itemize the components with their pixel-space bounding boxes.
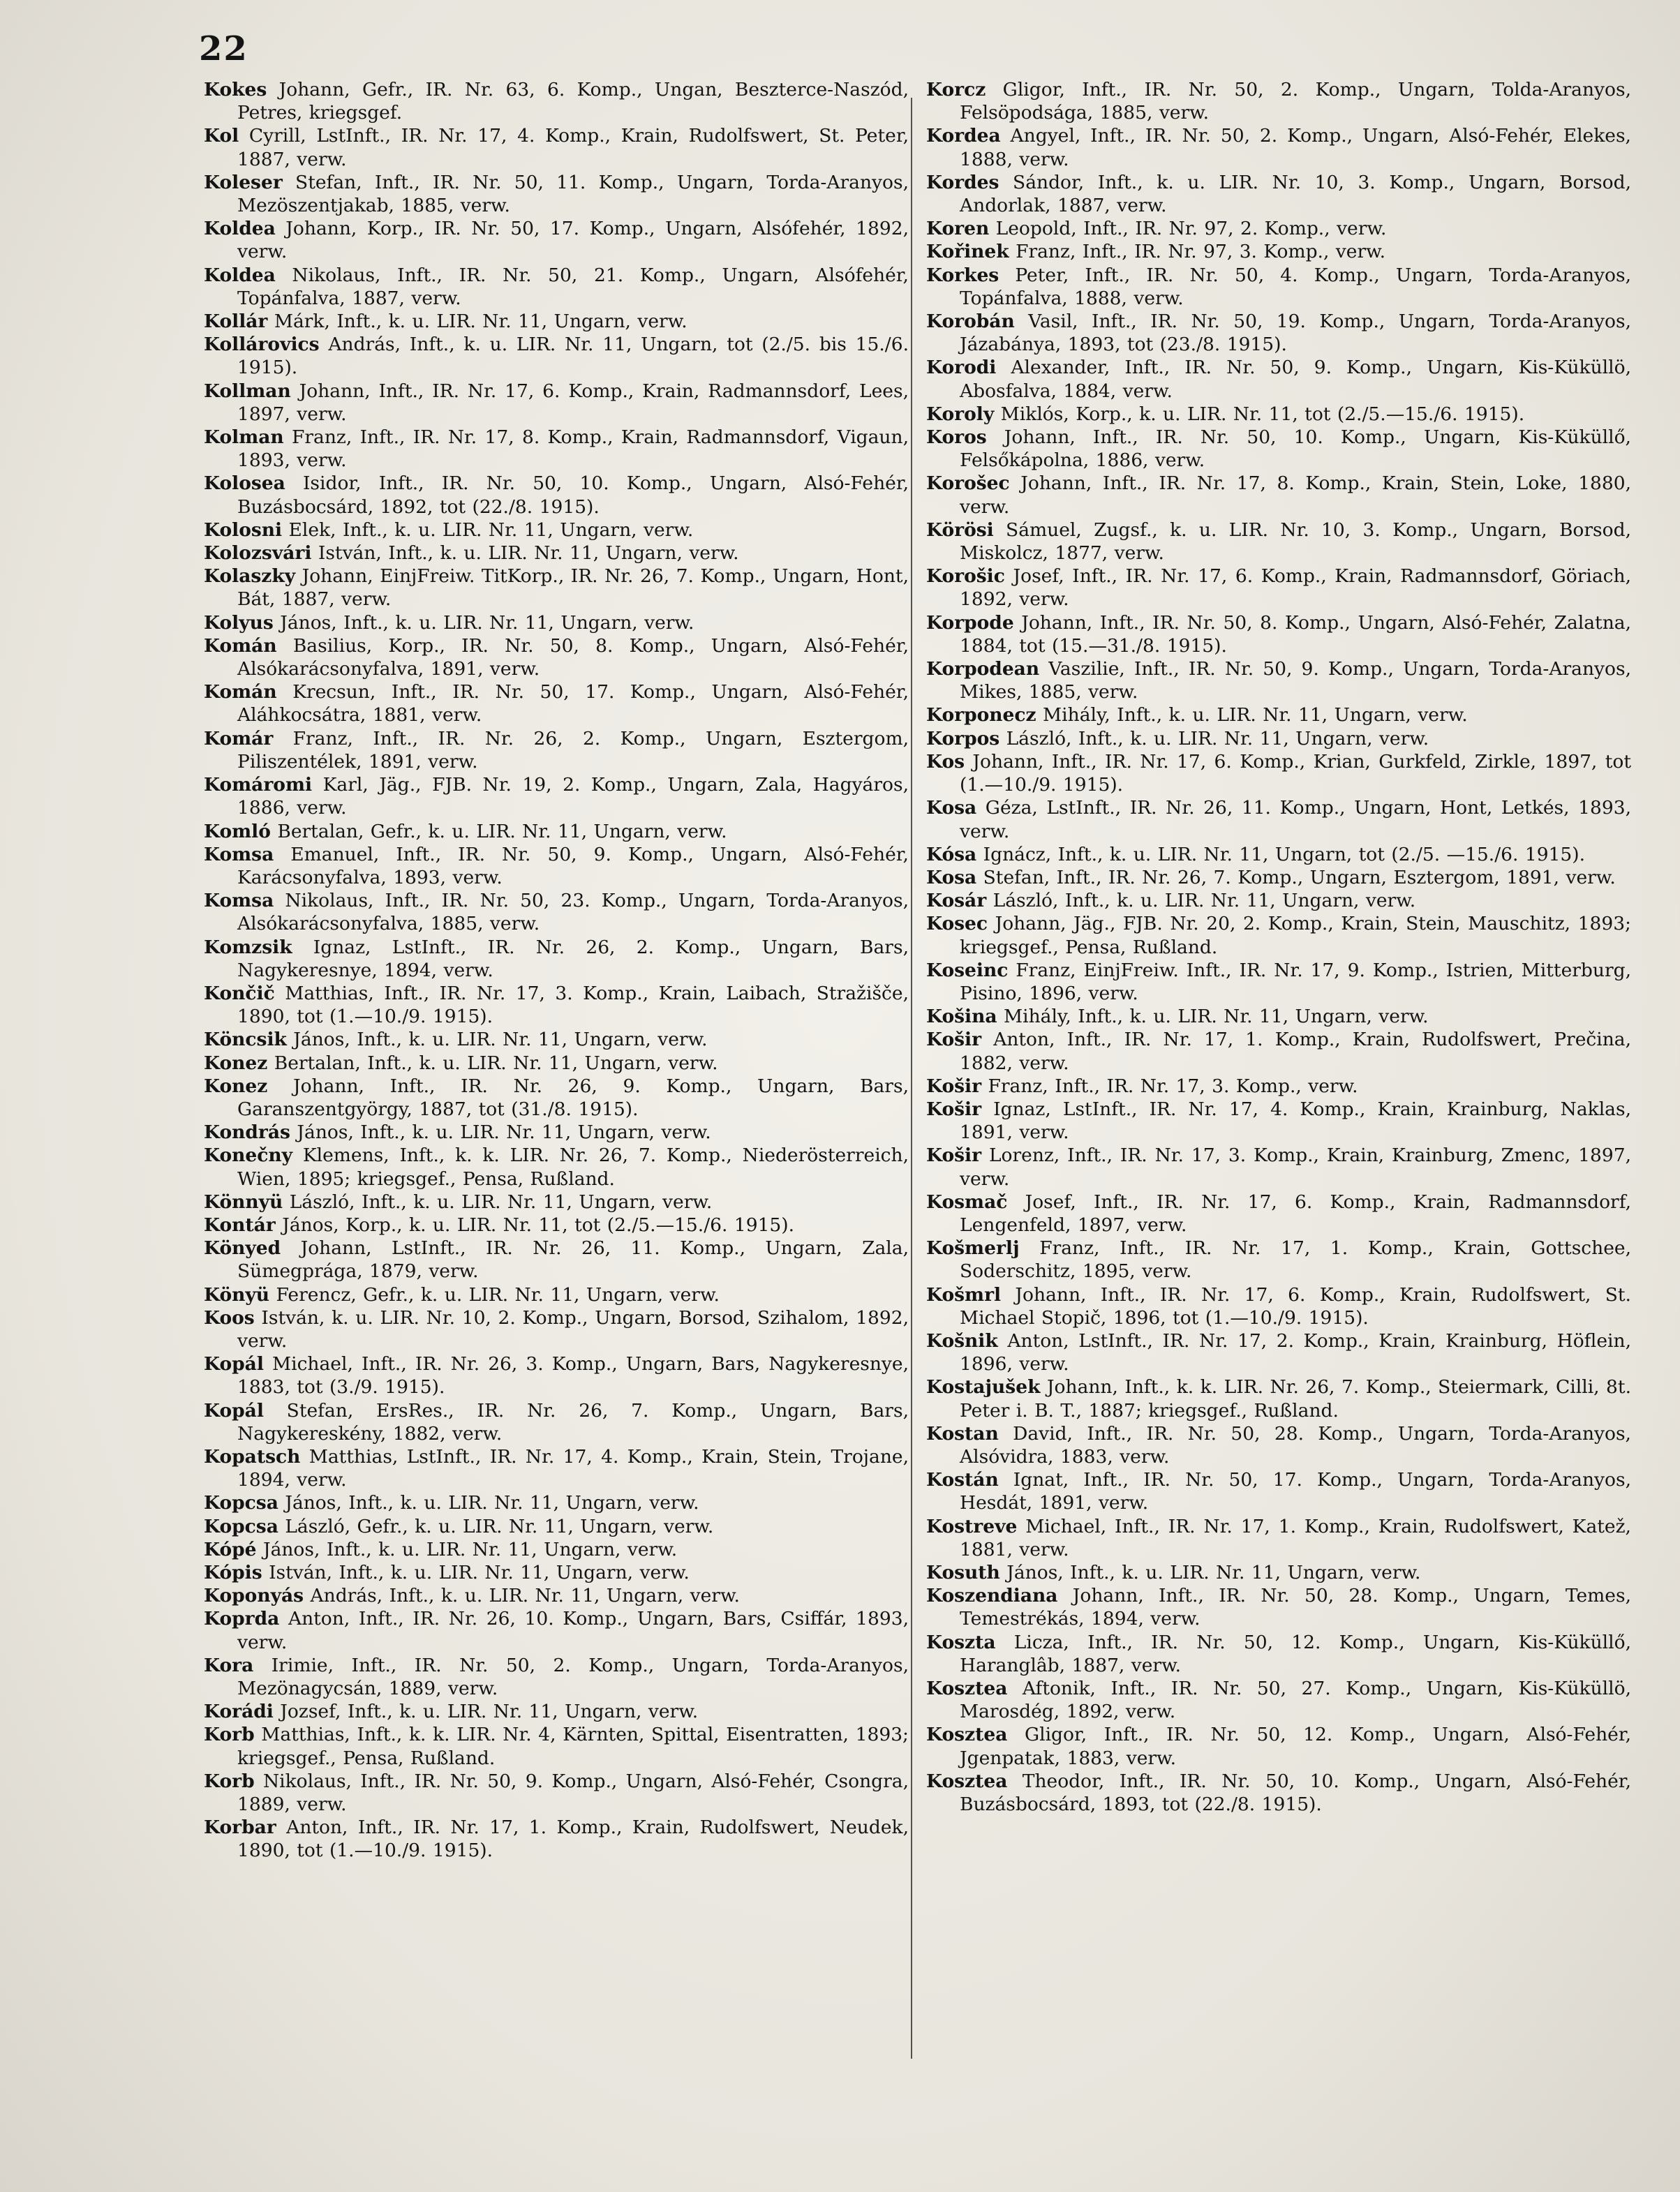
entry-surname: Kollman — [204, 380, 291, 402]
entry-details: János, Inft., k. u. LIR. Nr. 11, Ungarn, verw. — [278, 1492, 699, 1514]
entry-surname: Koos — [204, 1306, 255, 1329]
entry-details: Michael, Inft., IR. Nr. 17, 1. Komp., Krain, Rudolfswert, Katež, 1881, verw. — [960, 1515, 1631, 1560]
list-entry — [926, 1422, 1631, 1468]
entry-surname: Kosár — [926, 890, 987, 912]
entry-details: Ignat, Inft., IR. Nr. 50, 17. Komp., Ungarn, Torda-Aranyos, Hesdát, 1891, verw. — [960, 1469, 1631, 1514]
entry-details: Johann, Gefr., IR. Nr. 63, 6. Komp., Ungan, Beszterce-Naszód, Petres, kriegsgef. — [237, 79, 909, 124]
list-entry — [926, 240, 1631, 263]
list-entry — [926, 657, 1631, 703]
entry-details: Matthias, Inft., k. k. LIR. Nr. 4, Kärnten, Spittal, Eisentratten, 1893; kriegsgef., Pensa, Rußland. — [237, 1724, 909, 1769]
entry-details: Franz, Inft., IR. Nr. 97, 3. Komp., verw. — [1009, 241, 1386, 263]
entry-details: László, Inft., k. u. LIR. Nr. 11, Ungarn, verw. — [283, 1191, 713, 1213]
entry-surname: Kondrás — [204, 1121, 290, 1144]
list-entry — [926, 611, 1631, 657]
list-entry — [926, 1028, 1631, 1074]
entry-details: Mihály, Inft., k. u. LIR. Nr. 11, Ungarn, verw. — [997, 1006, 1429, 1028]
list-entry — [204, 1491, 909, 1514]
entry-details: János, Inft., k. u. LIR. Nr. 11, Ungarn, verw. — [290, 1121, 711, 1144]
list-entry — [204, 680, 909, 726]
entry-details: Elek, Inft., k. u. LIR. Nr. 11, Ungarn, verw. — [282, 519, 694, 541]
list-entry — [926, 1677, 1631, 1723]
entry-surname: Kora — [204, 1654, 254, 1676]
entry-surname: Kostan — [926, 1422, 999, 1445]
entry-details: István, Inft., k. u. LIR. Nr. 11, Ungarn, verw. — [262, 1562, 690, 1583]
entry-details: János, Inft., k. u. LIR. Nr. 11, Ungarn, verw. — [286, 1029, 708, 1051]
list-entry — [926, 750, 1631, 796]
entry-details: Matthias, LstInft., IR. Nr. 17, 4. Komp., Krain, Stein, Trojane, 1894, verw. — [237, 1445, 909, 1491]
list-entry — [204, 78, 909, 124]
list-entry — [204, 1607, 909, 1653]
entry-details: László, Inft., k. u. LIR. Nr. 11, Ungarn, verw. — [999, 727, 1429, 750]
entry-surname: Korcz — [926, 79, 986, 100]
entry-details: Nikolaus, Inft., IR. Nr. 50, 21. Komp., Ungarn, Alsófehér, Topánfalva, 1887, verw. — [237, 264, 909, 309]
entry-details: András, Inft., k. u. LIR. Nr. 11, Ungarn, tot (2./5. bis 15./6. 1915). — [237, 334, 909, 379]
list-entry — [926, 1191, 1631, 1237]
list-entry — [926, 703, 1631, 726]
list-entry — [204, 611, 909, 634]
list-entry — [926, 1561, 1631, 1584]
entry-details: Lorenz, Inft., IR. Nr. 17, 3. Komp., Krain, Krainburg, Zmenc, 1897, verw. — [960, 1145, 1631, 1190]
entry-details: Johann, Jäg., FJB. Nr. 20, 2. Komp., Krain, Stein, Mauschitz, 1893; kriegsgef., Pensa, Rußland. — [960, 913, 1631, 958]
entry-surname: Koren — [926, 218, 990, 240]
list-entry — [926, 1375, 1631, 1422]
entry-details: Ignaz, LstInft., IR. Nr. 17, 4. Komp., Krain, Krainburg, Naklas, 1891, verw. — [960, 1098, 1631, 1144]
list-entry — [926, 78, 1631, 124]
entry-details: Krecsun, Inft., IR. Nr. 50, 17. Komp., Ungarn, Alsó-Fehér, Aláhkocsátra, 1881, verw. — [237, 681, 909, 726]
entry-surname: Korobán — [926, 311, 1015, 333]
entry-surname: Kolaszky — [204, 565, 296, 588]
entry-surname: Kosztea — [926, 1678, 1008, 1700]
entry-surname: Kosztea — [926, 1770, 1008, 1792]
entry-surname: Komáromi — [204, 774, 313, 796]
list-entry — [204, 843, 909, 889]
entry-details: Franz, EinjFreiw. Inft., IR. Nr. 17, 9. Komp., Istrien, Mitterburg, Pisino, 1896, verw. — [960, 959, 1631, 1004]
entry-details: Gligor, Inft., IR. Nr. 50, 12. Komp., Ungarn, Alsó-Fehér, Jgenpatak, 1883, verw. — [960, 1724, 1631, 1769]
list-entry — [204, 1816, 909, 1862]
right-column — [926, 78, 1631, 1816]
entry-details: Josef, Inft., IR. Nr. 17, 6. Komp., Krain, Radmannsdorf, Lengenfeld, 1897, verw. — [960, 1191, 1631, 1236]
entry-details: Johann, Inft., IR. Nr. 26, 9. Komp., Ungarn, Bars, Garanszentgyörgy, 1887, tot (31./8. 1915). — [237, 1075, 909, 1120]
list-entry — [204, 171, 909, 217]
list-entry — [926, 1723, 1631, 1769]
list-entry — [926, 889, 1631, 912]
list-entry — [926, 1098, 1631, 1144]
entry-surname: Korb — [204, 1724, 255, 1746]
entry-surname: Korponecz — [926, 704, 1036, 726]
entry-surname: Komsa — [204, 843, 274, 865]
entry-surname: Korádi — [204, 1701, 274, 1723]
entry-surname: Kontár — [204, 1214, 276, 1236]
entry-details: László, Inft., k. u. LIR. Nr. 11, Ungarn, verw. — [986, 890, 1416, 912]
entry-details: Stefan, Inft., IR. Nr. 50, 11. Komp., Ungarn, Torda-Aranyos, Mezöszentjakab, 1885, verw. — [237, 171, 909, 217]
entry-surname: Končič — [204, 982, 275, 1004]
entry-details: Anton, LstInft., IR. Nr. 17, 2. Komp., Krain, Krainburg, Höflein, 1896, verw. — [960, 1329, 1631, 1375]
entry-details: István, Inft., k. u. LIR. Nr. 11, Ungarn, verw. — [311, 542, 739, 565]
entry-surname: Kolozsvári — [204, 542, 312, 565]
list-entry — [926, 217, 1631, 240]
entry-details: Johann, Inft., IR. Nr. 17, 8. Komp., Krain, Stein, Loke, 1880, verw. — [960, 472, 1631, 518]
entry-details: János, Korp., k. u. LIR. Nr. 11, tot (2./5.—15./6. 1915). — [275, 1214, 795, 1236]
entry-surname: Kópis — [204, 1562, 262, 1583]
entry-surname: Korb — [204, 1770, 255, 1792]
list-entry — [204, 1770, 909, 1816]
entry-surname: Kol — [204, 125, 239, 147]
entry-surname: Košir — [926, 1029, 982, 1051]
list-entry — [204, 1654, 909, 1700]
entry-surname: Kolosea — [204, 472, 285, 495]
entry-details: Isidor, Inft., IR. Nr. 50, 10. Komp., Ungarn, Alsó-Fehér, Buzásbocsárd, 1892, tot (22./8. 1915). — [237, 472, 909, 518]
list-entry — [926, 403, 1631, 426]
list-entry — [926, 796, 1631, 842]
entry-details: Theodor, Inft., IR. Nr. 50, 10. Komp., Ungarn, Alsó-Fehér, Buzásbocsárd, 1893, tot (22./8. 1915). — [960, 1770, 1631, 1816]
list-entry — [204, 1723, 909, 1769]
entry-surname: Kolosni — [204, 519, 283, 541]
list-entry — [204, 333, 909, 379]
list-entry — [926, 1770, 1631, 1816]
entry-details: Sámuel, Zugsf., k. u. LIR. Nr. 10, 3. Komp., Ungarn, Borsod, Miskolcz, 1877, verw. — [960, 519, 1631, 565]
left-column — [204, 78, 909, 1863]
entry-surname: Konez — [204, 1075, 268, 1097]
list-entry — [926, 565, 1631, 611]
list-entry — [204, 1700, 909, 1723]
list-entry — [204, 217, 909, 263]
entry-surname: Koldea — [204, 218, 276, 240]
entry-surname: Kolman — [204, 426, 284, 449]
entry-details: Franz, Inft., IR. Nr. 17, 3. Komp., verw. — [981, 1075, 1358, 1097]
list-entry — [204, 1283, 909, 1306]
entry-surname: Kordes — [926, 171, 999, 193]
entry-details: Johann, Inft., IR. Nr. 17, 6. Komp., Krain, Rudolfswert, St. Michael Stopič, 1896, tot (1.—10./9. 1915). — [960, 1283, 1631, 1329]
entry-details: Johann, LstInft., IR. Nr. 26, 11. Komp., Ungarn, Zala, Sümegprága, 1879, verw. — [237, 1237, 909, 1283]
entry-surname: Košina — [926, 1006, 997, 1028]
entry-surname: Komló — [204, 820, 271, 842]
list-entry — [926, 124, 1631, 170]
entry-details: Miklós, Korp., k. u. LIR. Nr. 11, tot (2./5.—15./6. 1915). — [994, 403, 1525, 425]
entry-details: Gligor, Inft., IR. Nr. 50, 2. Komp., Ungarn, Tolda-Aranyos, Felsöpodsága, 1885, verw. — [960, 79, 1631, 124]
entry-details: Basilius, Korp., IR. Nr. 50, 8. Komp., Ungarn, Alsó-Fehér, Alsókarácsonyfalva, 1891, verw. — [237, 634, 909, 680]
list-entry — [204, 820, 909, 843]
entry-surname: Kopcsa — [204, 1492, 278, 1514]
entry-surname: Košnik — [926, 1329, 998, 1352]
entry-surname: Kostán — [926, 1469, 999, 1491]
list-entry — [926, 264, 1631, 310]
column-divider — [911, 98, 912, 2059]
entry-details: Josef, Inft., IR. Nr. 17, 6. Komp., Krain, Radmannsdorf, Göriach, 1892, verw. — [960, 565, 1631, 611]
entry-details: Johann, Inft., IR. Nr. 50, 10. Komp., Ungarn, Kis-Küküllő, Felsőkápolna, 1886, verw. — [960, 426, 1631, 472]
entry-details: Vasil, Inft., IR. Nr. 50, 19. Komp., Ungarn, Torda-Aranyos, Jázabánya, 1893, tot (23./8. 1915). — [960, 311, 1631, 356]
list-entry — [204, 565, 909, 611]
entry-surname: Kosmač — [926, 1191, 1008, 1213]
list-entry — [204, 310, 909, 333]
entry-surname: Kopatsch — [204, 1445, 301, 1468]
list-entry — [204, 727, 909, 773]
entry-details: István, k. u. LIR. Nr. 10, 2. Komp., Ungarn, Borsod, Szihalom, 1892, verw. — [237, 1306, 909, 1352]
entry-details: Stefan, ErsRes., IR. Nr. 26, 7. Komp., Ungarn, Bars, Nagykereskény, 1882, verw. — [237, 1399, 909, 1445]
entry-details: Mihály, Inft., k. u. LIR. Nr. 11, Ungarn, verw. — [1036, 704, 1468, 726]
list-entry — [926, 1584, 1631, 1630]
entry-surname: Košir — [926, 1075, 982, 1097]
entry-details: Nikolaus, Inft., IR. Nr. 50, 23. Komp., Ungarn, Torda-Aranyos, Alsókarácsonyfalva, 1885, verw. — [237, 890, 909, 935]
entry-details: Peter, Inft., IR. Nr. 50, 4. Komp., Ungarn, Torda-Aranyos, Topánfalva, 1888, verw. — [960, 264, 1631, 309]
list-entry — [926, 959, 1631, 1005]
list-entry — [926, 1515, 1631, 1561]
entry-details: Matthias, Inft., IR. Nr. 17, 3. Komp., Krain, Laibach, Stražišče, 1890, tot (1.—10./9. 1915). — [237, 982, 909, 1028]
entry-details: Géza, LstInft., IR. Nr. 26, 11. Komp., Ungarn, Hont, Letkés, 1893, verw. — [960, 797, 1631, 842]
entry-surname: Kopcsa — [204, 1515, 278, 1537]
entry-surname: Košmerlj — [926, 1237, 1020, 1260]
entry-details: Licza, Inft., IR. Nr. 50, 12. Komp., Ungarn, Kis-Küküllő, Haranglâb, 1887, verw. — [960, 1631, 1631, 1676]
list-entry — [204, 1075, 909, 1121]
list-entry — [926, 1468, 1631, 1514]
list-entry — [204, 1052, 909, 1075]
entry-surname: Kokes — [204, 79, 267, 100]
entry-details: László, Gefr., k. u. LIR. Nr. 11, Ungarn, verw. — [278, 1515, 714, 1537]
entry-details: Johann, Inft., k. k. LIR. Nr. 26, 7. Komp., Steiermark, Cilli, 8t. Peter i. B. T., 1887; kriegsgef., Rußland. — [960, 1376, 1631, 1422]
entry-surname: Komán — [204, 681, 277, 703]
entry-surname: Koleser — [204, 171, 283, 193]
list-entry — [204, 1214, 909, 1237]
entry-details: Karl, Jäg., FJB. Nr. 19, 2. Komp., Ungarn, Zala, Hagyáros, 1886, verw. — [237, 774, 909, 819]
entry-details: Jozsef, Inft., k. u. LIR. Nr. 11, Ungarn, verw. — [273, 1701, 699, 1723]
entry-surname: Kosztea — [926, 1724, 1008, 1746]
list-entry — [204, 542, 909, 565]
entry-details: Vaszilie, Inft., IR. Nr. 50, 9. Komp., Ungarn, Torda-Aranyos, Mikes, 1885, verw. — [960, 658, 1631, 703]
entry-details: Johann, EinjFreiw. TitKorp., IR. Nr. 26, 7. Komp., Ungarn, Hont, Bát, 1887, verw. — [237, 565, 909, 611]
entry-surname: Kosec — [926, 913, 988, 935]
entry-details: Johann, Korp., IR. Nr. 50, 17. Komp., Ungarn, Alsófehér, 1892, verw. — [237, 218, 909, 263]
entry-details: David, Inft., IR. Nr. 50, 28. Komp., Ungarn, Torda-Aranyos, Alsóvidra, 1883, verw. — [960, 1422, 1631, 1468]
list-entry — [204, 380, 909, 426]
entry-surname: Koros — [926, 426, 987, 449]
entry-surname: Komán — [204, 634, 277, 657]
entry-details: Klemens, Inft., k. k. LIR. Nr. 26, 7. Komp., Niederösterreich, Wien, 1895; kriegsgef., Pensa, Rußland. — [237, 1145, 909, 1190]
entry-surname: Kósa — [926, 843, 977, 865]
entry-surname: Korpodean — [926, 658, 1040, 680]
entry-details: Irimie, Inft., IR. Nr. 50, 2. Komp., Ungarn, Torda-Aranyos, Mezönagycsán, 1889, verw. — [237, 1654, 909, 1700]
entry-surname: Könnyü — [204, 1191, 283, 1213]
list-entry — [926, 519, 1631, 565]
entry-surname: Kostajušek — [926, 1376, 1041, 1399]
list-entry — [926, 1005, 1631, 1028]
entry-details: Franz, Inft., IR. Nr. 17, 8. Komp., Krain, Radmannsdorf, Vigaun, 1893, verw. — [237, 426, 909, 472]
entry-details: Leopold, Inft., IR. Nr. 97, 2. Komp., verw. — [989, 218, 1387, 240]
page-number: 22 — [199, 29, 248, 68]
list-entry — [204, 426, 909, 472]
entry-details: Alexander, Inft., IR. Nr. 50, 9. Komp., Ungarn, Kis-Küküllö, Abosfalva, 1884, verw. — [960, 357, 1631, 402]
entry-surname: Kopál — [204, 1399, 264, 1422]
entry-details: Cyrill, LstInft., IR. Nr. 17, 4. Komp., Krain, Rudolfswert, St. Peter, 1887, verw. — [237, 125, 909, 170]
list-entry — [204, 1561, 909, 1584]
entry-details: Bertalan, Inft., k. u. LIR. Nr. 11, Ungarn, verw. — [267, 1052, 718, 1074]
entry-details: Márk, Inft., k. u. LIR. Nr. 11, Ungarn, verw. — [267, 311, 687, 333]
entry-surname: Kópé — [204, 1538, 257, 1560]
entry-details: Johann, Inft., IR. Nr. 17, 6. Komp., Krain, Radmannsdorf, Lees, 1897, verw. — [237, 380, 909, 425]
list-entry — [204, 773, 909, 819]
entry-details: Anton, Inft., IR. Nr. 17, 1. Komp., Krain, Rudolfswert, Prečina, 1882, verw. — [960, 1029, 1631, 1074]
entry-details: János, Inft., k. u. LIR. Nr. 11, Ungarn, verw. — [256, 1538, 678, 1560]
list-entry — [926, 1283, 1631, 1329]
list-entry — [204, 889, 909, 935]
entry-details: Ferencz, Gefr., k. u. LIR. Nr. 11, Ungarn, verw. — [269, 1283, 720, 1306]
list-entry — [204, 1028, 909, 1051]
entry-surname: Komsa — [204, 890, 274, 912]
entry-surname: Korpode — [926, 611, 1014, 634]
entry-surname: Komzsik — [204, 936, 292, 958]
entry-details: Johann, Inft., IR. Nr. 50, 28. Komp., Ungarn, Temes, Temestrékás, 1894, verw. — [960, 1585, 1631, 1630]
list-entry — [204, 1352, 909, 1399]
entry-surname: Kolyus — [204, 611, 274, 634]
entry-surname: Koszta — [926, 1631, 996, 1653]
entry-details: János, Inft., k. u. LIR. Nr. 11, Ungarn, verw. — [999, 1562, 1421, 1583]
entry-surname: Kosuth — [926, 1562, 1000, 1583]
entry-details: Stefan, Inft., IR. Nr. 26, 7. Komp., Ungarn, Esztergom, 1891, verw. — [976, 866, 1616, 888]
entry-surname: Korodi — [926, 357, 997, 379]
entry-surname: Korpos — [926, 727, 1000, 750]
entry-surname: Kollárovics — [204, 334, 320, 356]
list-entry — [926, 171, 1631, 217]
entry-surname: Kos — [926, 750, 965, 773]
entry-details: Michael, Inft., IR. Nr. 26, 3. Komp., Ungarn, Bars, Nagykeresnye, 1883, tot (3./9. 1915). — [237, 1353, 909, 1399]
entry-details: Anton, Inft., IR. Nr. 17, 1. Komp., Krain, Rudolfswert, Neudek, 1890, tot (1.—10./9. 1915). — [237, 1817, 909, 1862]
entry-surname: Komár — [204, 727, 274, 750]
entry-surname: Košir — [926, 1145, 982, 1167]
entry-surname: Körösi — [926, 519, 994, 541]
entry-surname: Koldea — [204, 264, 276, 286]
entry-surname: Kosa — [926, 866, 977, 888]
entry-details: Franz, Inft., IR. Nr. 26, 2. Komp., Ungarn, Esztergom, Piliszentélek, 1891, verw. — [237, 727, 909, 773]
entry-details: Bertalan, Gefr., k. u. LIR. Nr. 11, Ungarn, verw. — [270, 820, 727, 842]
entry-details: Johann, Inft., IR. Nr. 17, 6. Komp., Krian, Gurkfeld, Zirkle, 1897, tot (1.—10./9. 1915). — [960, 750, 1631, 796]
entry-surname: Košir — [926, 1098, 982, 1120]
entry-surname: Kostreve — [926, 1515, 1018, 1537]
list-entry — [204, 124, 909, 170]
entry-surname: Košmrl — [926, 1283, 1002, 1306]
entry-surname: Kosa — [926, 797, 977, 819]
entry-surname: Koszendiana — [926, 1585, 1058, 1607]
list-entry — [926, 472, 1631, 518]
entry-surname: Korkes — [926, 264, 999, 286]
entry-surname: Könyü — [204, 1283, 270, 1306]
entry-surname: Kollár — [204, 311, 268, 333]
list-entry — [926, 912, 1631, 958]
entry-surname: Konečny — [204, 1145, 293, 1167]
list-entry — [926, 426, 1631, 472]
entry-surname: Konez — [204, 1052, 268, 1074]
entry-surname: Kořinek — [926, 241, 1009, 263]
list-entry — [204, 1584, 909, 1607]
list-entry — [204, 264, 909, 310]
list-entry — [926, 843, 1631, 866]
entry-surname: Köncsik — [204, 1029, 287, 1051]
list-entry — [926, 727, 1631, 750]
list-entry — [204, 1399, 909, 1445]
entry-surname: Koroly — [926, 403, 995, 425]
list-entry — [926, 1075, 1631, 1098]
list-entry — [204, 1144, 909, 1190]
list-entry — [204, 1237, 909, 1283]
entry-details: Sándor, Inft., k. u. LIR. Nr. 10, 3. Komp., Ungarn, Borsod, Andorlak, 1887, verw. — [960, 171, 1631, 217]
list-entry — [926, 310, 1631, 356]
entry-details: Emanuel, Inft., IR. Nr. 50, 9. Komp., Ungarn, Alsó-Fehér, Karácsonyfalva, 1893, verw. — [237, 843, 909, 888]
list-entry — [204, 519, 909, 542]
entry-surname: Koseinc — [926, 959, 1009, 981]
list-entry — [204, 1121, 909, 1144]
entry-surname: Korošic — [926, 565, 1005, 588]
list-entry — [926, 866, 1631, 889]
entry-details: Johann, Inft., IR. Nr. 50, 8. Komp., Ungarn, Alsó-Fehér, Zalatna, 1884, tot (15.—31./8. 1915). — [960, 611, 1631, 657]
list-entry — [204, 1306, 909, 1352]
entry-details: János, Inft., k. u. LIR. Nr. 11, Ungarn, verw. — [273, 611, 694, 634]
list-entry — [204, 634, 909, 680]
list-entry — [204, 1538, 909, 1561]
entry-details: Franz, Inft., IR. Nr. 17, 1. Komp., Krain, Gottschee, Soderschitz, 1895, verw. — [960, 1237, 1631, 1283]
list-entry — [926, 1329, 1631, 1375]
list-entry — [926, 1237, 1631, 1283]
entry-surname: Koponyás — [204, 1585, 304, 1607]
entry-details: Aftonik, Inft., IR. Nr. 50, 27. Komp., Ungarn, Kis-Küküllö, Marosdég, 1892, verw. — [960, 1678, 1631, 1723]
entry-surname: Korošec — [926, 472, 1010, 495]
list-entry — [204, 936, 909, 982]
list-entry — [204, 1515, 909, 1538]
entry-details: Angyel, Inft., IR. Nr. 50, 2. Komp., Ungarn, Alsó-Fehér, Elekes, 1888, verw. — [960, 125, 1631, 170]
list-entry — [204, 982, 909, 1028]
entry-surname: Könyed — [204, 1237, 281, 1260]
entry-surname: Koprda — [204, 1608, 280, 1630]
list-entry — [926, 1144, 1631, 1190]
list-entry — [204, 1445, 909, 1491]
entry-details: Ignácz, Inft., k. u. LIR. Nr. 11, Ungarn, tot (2./5. —15./6. 1915). — [976, 843, 1586, 865]
entry-details: András, Inft., k. u. LIR. Nr. 11, Ungarn, verw. — [304, 1585, 740, 1607]
entry-surname: Kopál — [204, 1353, 264, 1375]
entry-details: Ignaz, LstInft., IR. Nr. 26, 2. Komp., Ungarn, Bars, Nagykeresnye, 1894, verw. — [237, 936, 909, 981]
entry-surname: Korbar — [204, 1817, 276, 1839]
list-entry — [204, 472, 909, 518]
list-entry — [926, 1631, 1631, 1677]
list-entry — [926, 356, 1631, 402]
list-entry — [204, 1191, 909, 1214]
entry-surname: Kordea — [926, 125, 1001, 147]
entry-details: Anton, Inft., IR. Nr. 26, 10. Komp., Ungarn, Bars, Csiffár, 1893, verw. — [237, 1608, 909, 1653]
entry-details: Nikolaus, Inft., IR. Nr. 50, 9. Komp., Ungarn, Alsó-Fehér, Csongra, 1889, verw. — [237, 1770, 909, 1816]
